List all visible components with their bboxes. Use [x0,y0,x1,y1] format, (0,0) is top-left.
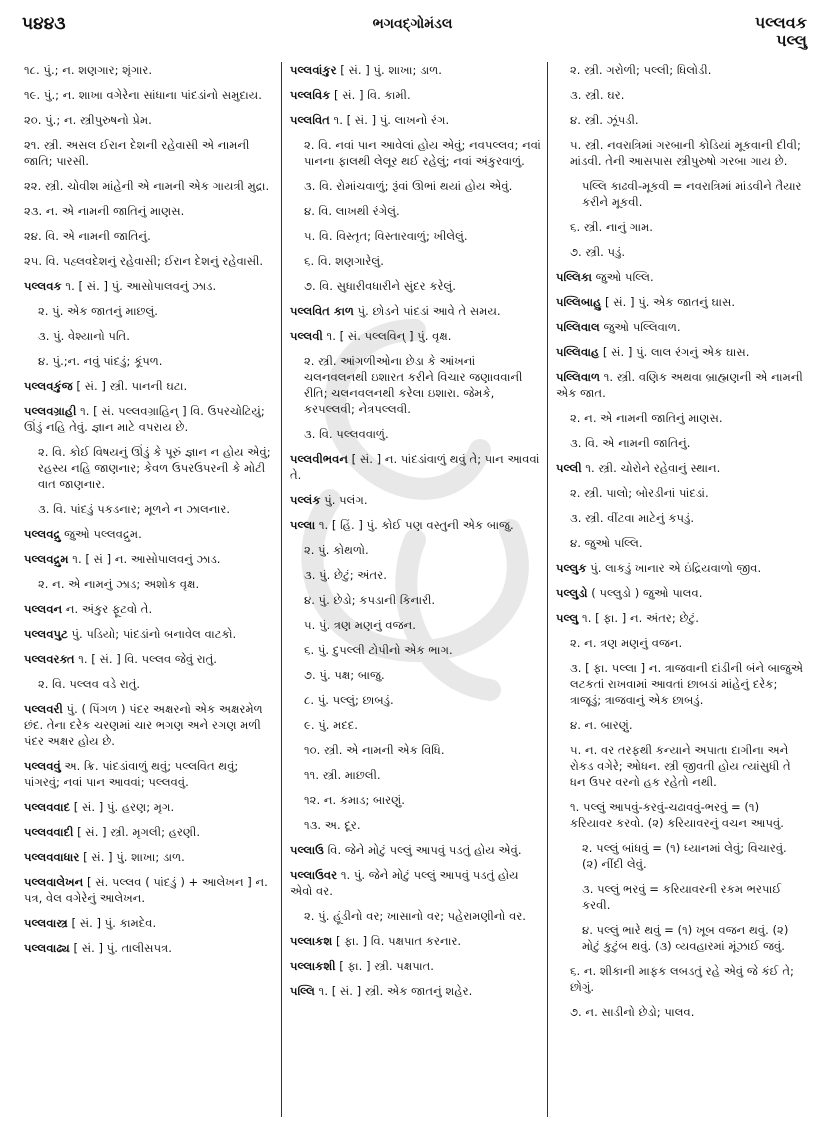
entry-definition: ૨૨. સ્ત્રી. ચોવીશ માંહેની એ નામની એક ગાયત્રી મુદ્રા. [24,179,270,193]
entry-definition: [ સં. ] સ્ત્રી. પાનની ઘટા. [72,379,188,393]
entry-headword: પલ્લુ [556,611,579,625]
page-header [0,0,825,62]
dictionary-entry [556,219,804,235]
entry-definition: ૭. ન. સાડીનો છેડો; પાલવ. [570,1005,695,1019]
dictionary-entry [290,617,541,633]
dictionary-entry [290,328,541,344]
column-3 [548,62,810,1117]
entry-headword: પલ્લવરક્ત [24,652,75,666]
dictionary-entry [290,958,541,974]
dictionary-entry [24,915,275,931]
entry-headword: પલ્લાઉ [290,843,324,857]
entry-definition: ૨. સ્ત્રી. પાલો; બોરડીનાં પાંદડાં. [570,486,709,500]
dictionary-entry [290,792,541,808]
entry-definition: ૨. ન. ત્રણ મણનું વજન. [570,636,683,650]
dictionary-entry [290,742,541,758]
dictionary-entry [24,651,275,667]
entry-definition: પલ્લિ કાઢવી-મૂકવી = નવરાત્રિમાં માંડવીને તૈયાર કરીને મૂકવી. [582,179,802,209]
entry-definition: ૧૩. અ. દૂર. [304,818,361,832]
dictionary-entry [556,610,804,626]
entry-headword: પલ્લવપુટ [24,627,68,641]
dictionary-entry [556,799,804,831]
page-title: ભગવદ્ગોમંડલ [372,16,453,32]
dictionary-entry [24,137,275,169]
entry-definition: જુઓ પલ્લવદ્રુમ. [60,527,142,541]
entry-definition: ૧. પું. જેને મોટું પલ્લું આપવું પડતું હોય એવો વર. [290,868,519,898]
dictionary-entry [24,253,275,269]
dictionary-entry [556,585,804,601]
page-number: ૫૪૪૩ [22,14,66,34]
dictionary-entry [24,874,275,906]
dictionary-entry [556,560,804,576]
entry-headword: પલ્લવદ્રુ [24,527,61,541]
entry-definition: [ સં. ] વિ. કામી. [330,88,411,102]
entry-headword: પલ્લવાલેખન [24,875,84,889]
dictionary-entry [24,328,275,344]
dictionary-entry [556,435,804,451]
dictionary-entry [290,567,541,583]
entry-headword: પલ્લિવાહ [556,345,600,359]
entry-headword: પલ્લવકુંજ [24,379,73,393]
dictionary-entry [24,87,275,103]
entry-definition: ૨. પું. હૂંડીનો વર; ખાસાનો વર; પહેરામણીનો વર. [304,909,526,923]
entry-headword: પલ્લાકશ [290,934,333,948]
entry-definition: [ સં. ] પું. એક જાતનું ઘાસ. [601,295,736,309]
dictionary-entry [290,492,541,508]
dictionary-entry [290,867,541,899]
entry-definition: [ સં. ] સ્ત્રી. મૃગલી; હરણી. [73,825,201,839]
entry-definition: ૩. વિ. રોમાંચવાળું; રૂંવાં ઊભાં થયાં હોય એવું. [304,179,513,193]
entry-definition: ૧. [ સં. પલ્લવિન્ ] પું. વૃક્ષ. [322,329,452,343]
dictionary-entry [290,933,541,949]
entry-definition: ૨. ન. એ નામની જાતિનું માણસ. [570,411,723,425]
dictionary-entry [24,551,275,567]
entry-headword: પલ્લવવાધાર [24,850,80,864]
dictionary-entry [556,963,804,995]
dictionary-columns [18,62,810,1117]
dictionary-entry [556,178,804,210]
entry-definition: ૯. પું. મદદ. [304,718,358,732]
entry-headword: પલ્લિ [290,984,315,998]
entry-definition: ૨. વિ. કોઈ વિષયનું ઊંડું કે પૂરું જ્ઞાન ન હોય એવું; રહસ્ય નહિ જાણનાર; કેવળ ઉપરઉપરની કે મોટી વાત જાણનાર. [38,445,271,491]
entry-definition: ૨૩. ન. એ નામની જાતિનું માણસ. [24,204,185,218]
entry-headword: પલ્લી [556,461,582,475]
dictionary-entry [290,767,541,783]
entry-definition: ૩. સ્ત્રી. વીંટવા માટેનું કપડું. [570,511,695,525]
entry-definition: [ ફા. ] વિ. પક્ષપાત કરનાર. [332,934,462,948]
entry-definition: ૧. સ્ત્રી. ચોરોને રહેવાનું સ્થાન. [581,461,721,475]
entry-definition: ૪. પું.;ન. નવું પાંદડું; કૂંપળ. [38,354,163,368]
entry-definition: [ સં. ] પું. હરણ; મૃગ. [70,800,175,814]
dictionary-entry [290,253,541,269]
dictionary-entry [24,278,275,294]
dictionary-entry [556,319,804,335]
dictionary-entry [556,369,804,401]
entry-definition: ૨. વિ. પલ્લવ વડે રાતું. [38,677,141,691]
entry-definition: ૧. [ સં ] ન. આસોપાલવનું ઝાડ. [68,552,221,566]
dictionary-entry [24,576,275,592]
dictionary-entry [556,1004,804,1020]
dictionary-entry [556,922,804,954]
entry-definition: [ સં. ] પું. શાખા; ડાળ. [336,63,442,77]
column-1 [18,62,282,1117]
entry-headword: પલ્લવિત [290,113,330,127]
dictionary-entry [24,444,275,492]
dictionary-entry [556,410,804,426]
entry-definition: ૨. ન. એ નામનું ઝાડ; અશોક વૃક્ષ. [38,577,200,591]
dictionary-entry [290,817,541,833]
dictionary-entry [24,758,275,790]
entry-definition: [ સં. ] પું. કામદેવ. [67,916,157,930]
entry-definition: ૧. [ સં. ] પું. લાખનો રંગ. [329,113,450,127]
dictionary-entry [556,344,804,360]
entry-definition: પું. લાકડું ખાનાર એ ઇંદ્રિયવાળો જીવ. [586,561,762,575]
dictionary-entry [24,940,275,956]
entry-headword: પલ્લવરી [24,702,63,716]
entry-definition: પું. છોડને પાંદડાં આવે તે સમય. [353,304,501,318]
entry-definition: જુઓ પલ્લિવાળ. [599,320,681,334]
dictionary-entry [290,717,541,733]
dictionary-entry [24,501,275,517]
entry-definition: ૬. સ્ત્રી. નાનું ગામ. [570,220,653,234]
entry-definition: પું. ( પિંગળ ) પંદર અક્ષરનો એક અક્ષરમેળ છંદ. તેના દરેક ચરણમાં ચાર ભગણ અને રગણ મળી પંદર અક્ષર હોય છે. [24,702,263,748]
dictionary-entry [290,642,541,658]
entry-definition: ૫. સ્ત્રી. નવરાત્રિમાં ગરબાની કોડિયાં મૂકવાની દીવી; માંડવી. તેની આસપાસ સ્ત્રીપુરુષો ગરબા ગાય છે. [570,138,801,168]
dictionary-entry [290,137,541,169]
entry-definition: ૧. [ સં. ] પું. આસોપાલવનું ઝાડ. [61,279,217,293]
guide-word-first: પલ્લવક [754,13,807,32]
entry-definition: [ સં. પલ્લવ ( પાંદડું ) + આલેખન ] ન. પત્ર, વેલ વગેરેનું આલેખન. [24,875,268,905]
dictionary-entry [556,881,804,913]
entry-headword: પલ્લવક [24,279,62,293]
dictionary-entry [290,203,541,219]
dictionary-entry [290,228,541,244]
entry-definition: ૫. ન. વર તરફથી કન્યાને અપાતા દાગીના અને રોકડ વગેરે; ઓધન. સ્ત્રી જીવતી હોય ત્યાંસુધી તે ધન ઉપર વરનો હક રહેતો નથી. [570,743,791,789]
dictionary-entry [290,303,541,319]
dictionary-entry [290,667,541,683]
entry-definition: ૨૦. પું.; ન. સ્ત્રીપુરુષનો પ્રેમ. [24,113,152,127]
entry-definition: ૬. ન. શીકાની માફક લબડતું રહે એવું જે કંઈ તે; છોગું. [570,964,794,994]
entry-definition: ૨. સ્ત્રી. ગરોળી; પલ્લી; ધિલોડી. [570,63,712,77]
dictionary-entry [290,842,541,858]
entry-definition: [ ફા. ] સ્ત્રી. પક્ષપાત. [335,959,434,973]
entry-definition: ૨. પું. એક જાતનું માછલું. [38,304,158,318]
entry-headword: પલ્લવદ્રુમ [24,552,69,566]
entry-definition: ૧. [ હિં. ] પું. કોઈ પણ વસ્તુની એક બાજુ. [315,518,514,532]
dictionary-entry [556,510,804,526]
entry-definition: ૬. પું. દુપલ્લી ટોપીનો એક ભાગ. [304,643,453,657]
entry-headword: પલ્લવવાદ [24,800,71,814]
dictionary-entry [556,635,804,651]
dictionary-entry [556,460,804,476]
dictionary-entry [24,378,275,394]
entry-headword: પલ્લુક [556,561,587,575]
entry-headword: પલ્લિવાલ [556,320,600,334]
dictionary-entry [24,303,275,319]
entry-definition: ૧. [ ફા. ] ન. અંતર; છેટું. [578,611,699,625]
dictionary-entry [24,799,275,815]
entry-headword: પલ્લવવાદી [24,825,74,839]
dictionary-entry [290,517,541,533]
dictionary-entry [290,87,541,103]
guide-words [755,14,807,50]
entry-definition: ૨. પું. કોથળો. [304,543,369,557]
entry-definition: ૨. સ્ત્રી. આંગળીઓના છેડા કે આંખનાં ચલનવલનથી ઇશારત કરીને વિચાર જણાવવાની રીતિ; ચલનવલનથી કરેલા ઇશારા. જેમકે, કરપલ્લવી; નેત્રપલ્લવી. [304,354,523,416]
entry-definition: ૧. સ્ત્રી. વણિક અથવા બ્રાહ્મણની એ નામની એક જાત. [556,370,803,400]
dictionary-entry [24,824,275,840]
dictionary-entry [24,112,275,128]
dictionary-entry [290,542,541,558]
entry-definition: [ સં. ] પું. લાલ રંગનું એક ઘાસ. [599,345,750,359]
entry-definition: ૧૦. સ્ત્રી. એ નામની એક વિધિ. [304,743,445,757]
entry-definition: ૪. ન. બારણું. [570,718,633,732]
entry-definition: ૧૨. ન. કમાડ; બારણું. [304,793,405,807]
entry-definition: ૭. વિ. સુધારીવધારીને સુંદર કરેલું. [304,279,456,293]
dictionary-entry [290,62,541,78]
dictionary-entry [556,660,804,708]
entry-definition: ૫. વિ. વિસ્તૃત; વિસ્તારવાળું; ખીલેલું. [304,229,468,243]
dictionary-entry [24,178,275,194]
entry-definition: ૨. પલ્લું બાંધવું = (૧) ધ્યાનમાં લેવું; વિચારવું. (૨) નીંદી લેવું. [582,841,787,871]
dictionary-entry [24,403,275,435]
dictionary-entry [290,592,541,608]
entry-definition: ૩. સ્ત્રી. ઘર. [570,88,625,102]
entry-definition: પું. પલંગ. [320,493,368,507]
entry-headword: પલ્લવિક [290,88,331,102]
entry-definition: પું. પડિયો; પાંદડાંનો બનાવેલ વાટકો. [67,627,237,641]
dictionary-entry [556,742,804,790]
entry-headword: પલ્લવી [290,329,323,343]
dictionary-entry [24,626,275,642]
dictionary-entry [290,178,541,194]
entry-definition: ૮. પું. પલ્લું; છાબડું. [304,693,394,707]
entry-definition: ૪. પલ્લું ભારે થવું = (૧) ખૂબ વજન થવું. (૨) મોટું કુટુંબ થવું. (૩) વ્યવહારમાં મૂંઝાઈ જવું. [582,923,789,953]
dictionary-entry [290,451,541,483]
entry-definition: [ સં. ] પું. તાલીસપત્ર. [69,941,172,955]
entry-definition: ૪. જુઓ પલ્લિ. [570,536,643,550]
dictionary-entry [556,244,804,260]
entry-definition: ૩. [ ફા. પલ્લા ] ન. ત્રાજવાની દાંડીની બંને બાજુએ લટકતાં રાખવામાં આવતાં છાબડાં માંહેનું દરેક; ત્રાજૂડું; ત્રાજવાનું એક છાબડું. [570,661,804,707]
guide-word-last: પલ્લુ [776,31,807,50]
dictionary-entry [556,840,804,872]
dictionary-entry [556,717,804,733]
dictionary-entry [24,601,275,617]
entry-definition: વિ. જેને મોટું પલ્લું આપવું પડતું હોય એવું. [323,843,522,857]
entry-definition: ૨૫. વિ. પહ્લવદેશનું રહેવાસી; ઈરાન દેશનું રહેવાસી. [24,254,264,268]
entry-definition: [ સં. ] ન. પાંદડાંવાળું થવું તે; પાન આવવાં તે. [290,452,540,482]
entry-definition: ૭. પું. પક્ષ; બાજુ. [304,668,385,682]
dictionary-entry [290,908,541,924]
entry-definition: ૧૮. પું.; ન. શણગાર; શૃંગાર. [24,63,153,77]
dictionary-entry [556,485,804,501]
entry-headword: પલ્લવવું [24,759,61,773]
dictionary-entry [24,701,275,749]
entry-definition: ૧. પલ્લું આપવું-કરવું-ચઢાવવું-ભરવું = (૧) કરિયાવર કરવો. (૨) કરિયાવરનું વચન આપવું. [570,800,784,830]
entry-definition: જુઓ પલ્લિ. [591,270,654,284]
entry-headword: પલ્લિવાળ [556,370,601,384]
entry-definition: ૨૪. વિ. એ નામની જાતિનું. [24,229,151,243]
dictionary-entry [290,983,541,999]
dictionary-entry [290,692,541,708]
dictionary-entry [556,535,804,551]
dictionary-entry [290,353,541,417]
dictionary-entry [24,676,275,692]
entry-headword: પલ્લવીભવન [290,452,348,466]
entry-definition: અ. ક્રિ. પાંદડાંવાળું થવું; પલ્લવિત થવું; પાંગરવું; નવાં પાન આવવાં; પલ્લવવું. [24,759,239,789]
entry-definition: ૨. વિ. નવાં પાન આવેલાં હોય એવું; નવપલ્લવ; નવાં પાનના ફાલથી લેલૂર થઈ રહેલું; નવાં અંકુરવાળું. [304,138,541,168]
entry-headword: પલ્લુડો [556,586,588,600]
entry-headword: પલ્લાકશી [290,959,336,973]
entry-definition: ૫. પું. ત્રણ મણનું વજન. [304,618,416,632]
dictionary-entry [556,294,804,310]
dictionary-entry [556,87,804,103]
entry-definition: ૧૧. સ્ત્રી. માછલી. [304,768,381,782]
entry-headword: પલ્લવગ્રાહી [24,404,77,418]
dictionary-entry [290,278,541,294]
entry-headword: પલ્લવાઢ્ય [24,941,70,955]
entry-definition: ૨૧. સ્ત્રી. અસલ ઈરાન દેશની રહેવાસી એ નામની જાતિ; પારસી. [24,138,250,168]
entry-definition: ૩. પલ્લું ભરવું = કરિયાવરની રકમ ભરપાઈ કરવી. [582,882,782,912]
entry-definition: ૧. [ સં. ] સ્ત્રી. એક જાતનું શહેર. [314,984,473,998]
entry-headword: પલ્લિબાહુ [556,295,602,309]
entry-definition: ૧૯. પું.; ન. શાખા વગેરેના સાંધાના પાંદડાંનો સમુદાય. [24,88,262,102]
entry-definition: ૧. [ સં. ] વિ. પલ્લવ જેવું રાતું. [74,652,217,666]
dictionary-entry [24,526,275,542]
dictionary-entry [556,137,804,169]
dictionary-entry [24,203,275,219]
entry-definition: ૪. પું. છેડો; કપડાની કિનારી. [304,593,436,607]
entry-definition: ૧. [ સં. પલ્લવગ્રાહિન્ ] વિ. ઉપરચોટિયું; ઊંડું નહિ તેવું. જ્ઞાન માટે વપરાય છે. [24,404,265,434]
entry-headword: પલ્લવન [24,602,63,616]
entry-definition: ૩. પું. વેશ્યાનો પતિ. [38,329,130,343]
dictionary-entry [290,112,541,128]
entry-headword: પલ્લા [290,518,316,532]
entry-headword: પલ્લવિત કાળ [290,304,354,318]
entry-headword: પલ્લંક [290,493,321,507]
entry-definition: ન. અંકુર ફૂટવો તે. [62,602,153,616]
dictionary-entry [24,228,275,244]
entry-headword: પલ્લાઉવર [290,868,338,882]
entry-headword: પલ્લવાંકુર [290,63,337,77]
entry-definition: ( પલ્લુડો ) જુઓ પાલવ. [587,586,703,600]
entry-definition: ૪. સ્ત્રી. ઝૂંપડી. [570,113,639,127]
entry-definition: [ સં. ] પું. શાખા; ડાળ. [79,850,185,864]
entry-definition: ૩. વિ. પલ્લવવાળું. [304,427,389,441]
entry-headword: પલ્લિકા [556,270,592,284]
dictionary-entry [556,269,804,285]
entry-definition: ૩. પું. છેટું; અંતર. [304,568,387,582]
dictionary-entry [24,353,275,369]
dictionary-entry [24,849,275,865]
dictionary-entry [556,112,804,128]
entry-definition: ૪. વિ. લાખથી રંગેલું. [304,204,400,218]
entry-definition: ૩. વિ. એ નામની જાતિનું. [570,436,691,450]
entry-definition: ૬. વિ. શણગારેલું. [304,254,384,268]
entry-definition: ૭. સ્ત્રી. પડું. [570,245,626,259]
dictionary-entry [24,62,275,78]
dictionary-entry [556,62,804,78]
entry-headword: પલ્લવાસ્ત્ર [24,916,68,930]
dictionary-entry [290,426,541,442]
column-2 [282,62,548,1117]
entry-definition: ૩. વિ. પાંદડું પકડનાર; મૂળને ન ઝાલનાર. [38,502,231,516]
